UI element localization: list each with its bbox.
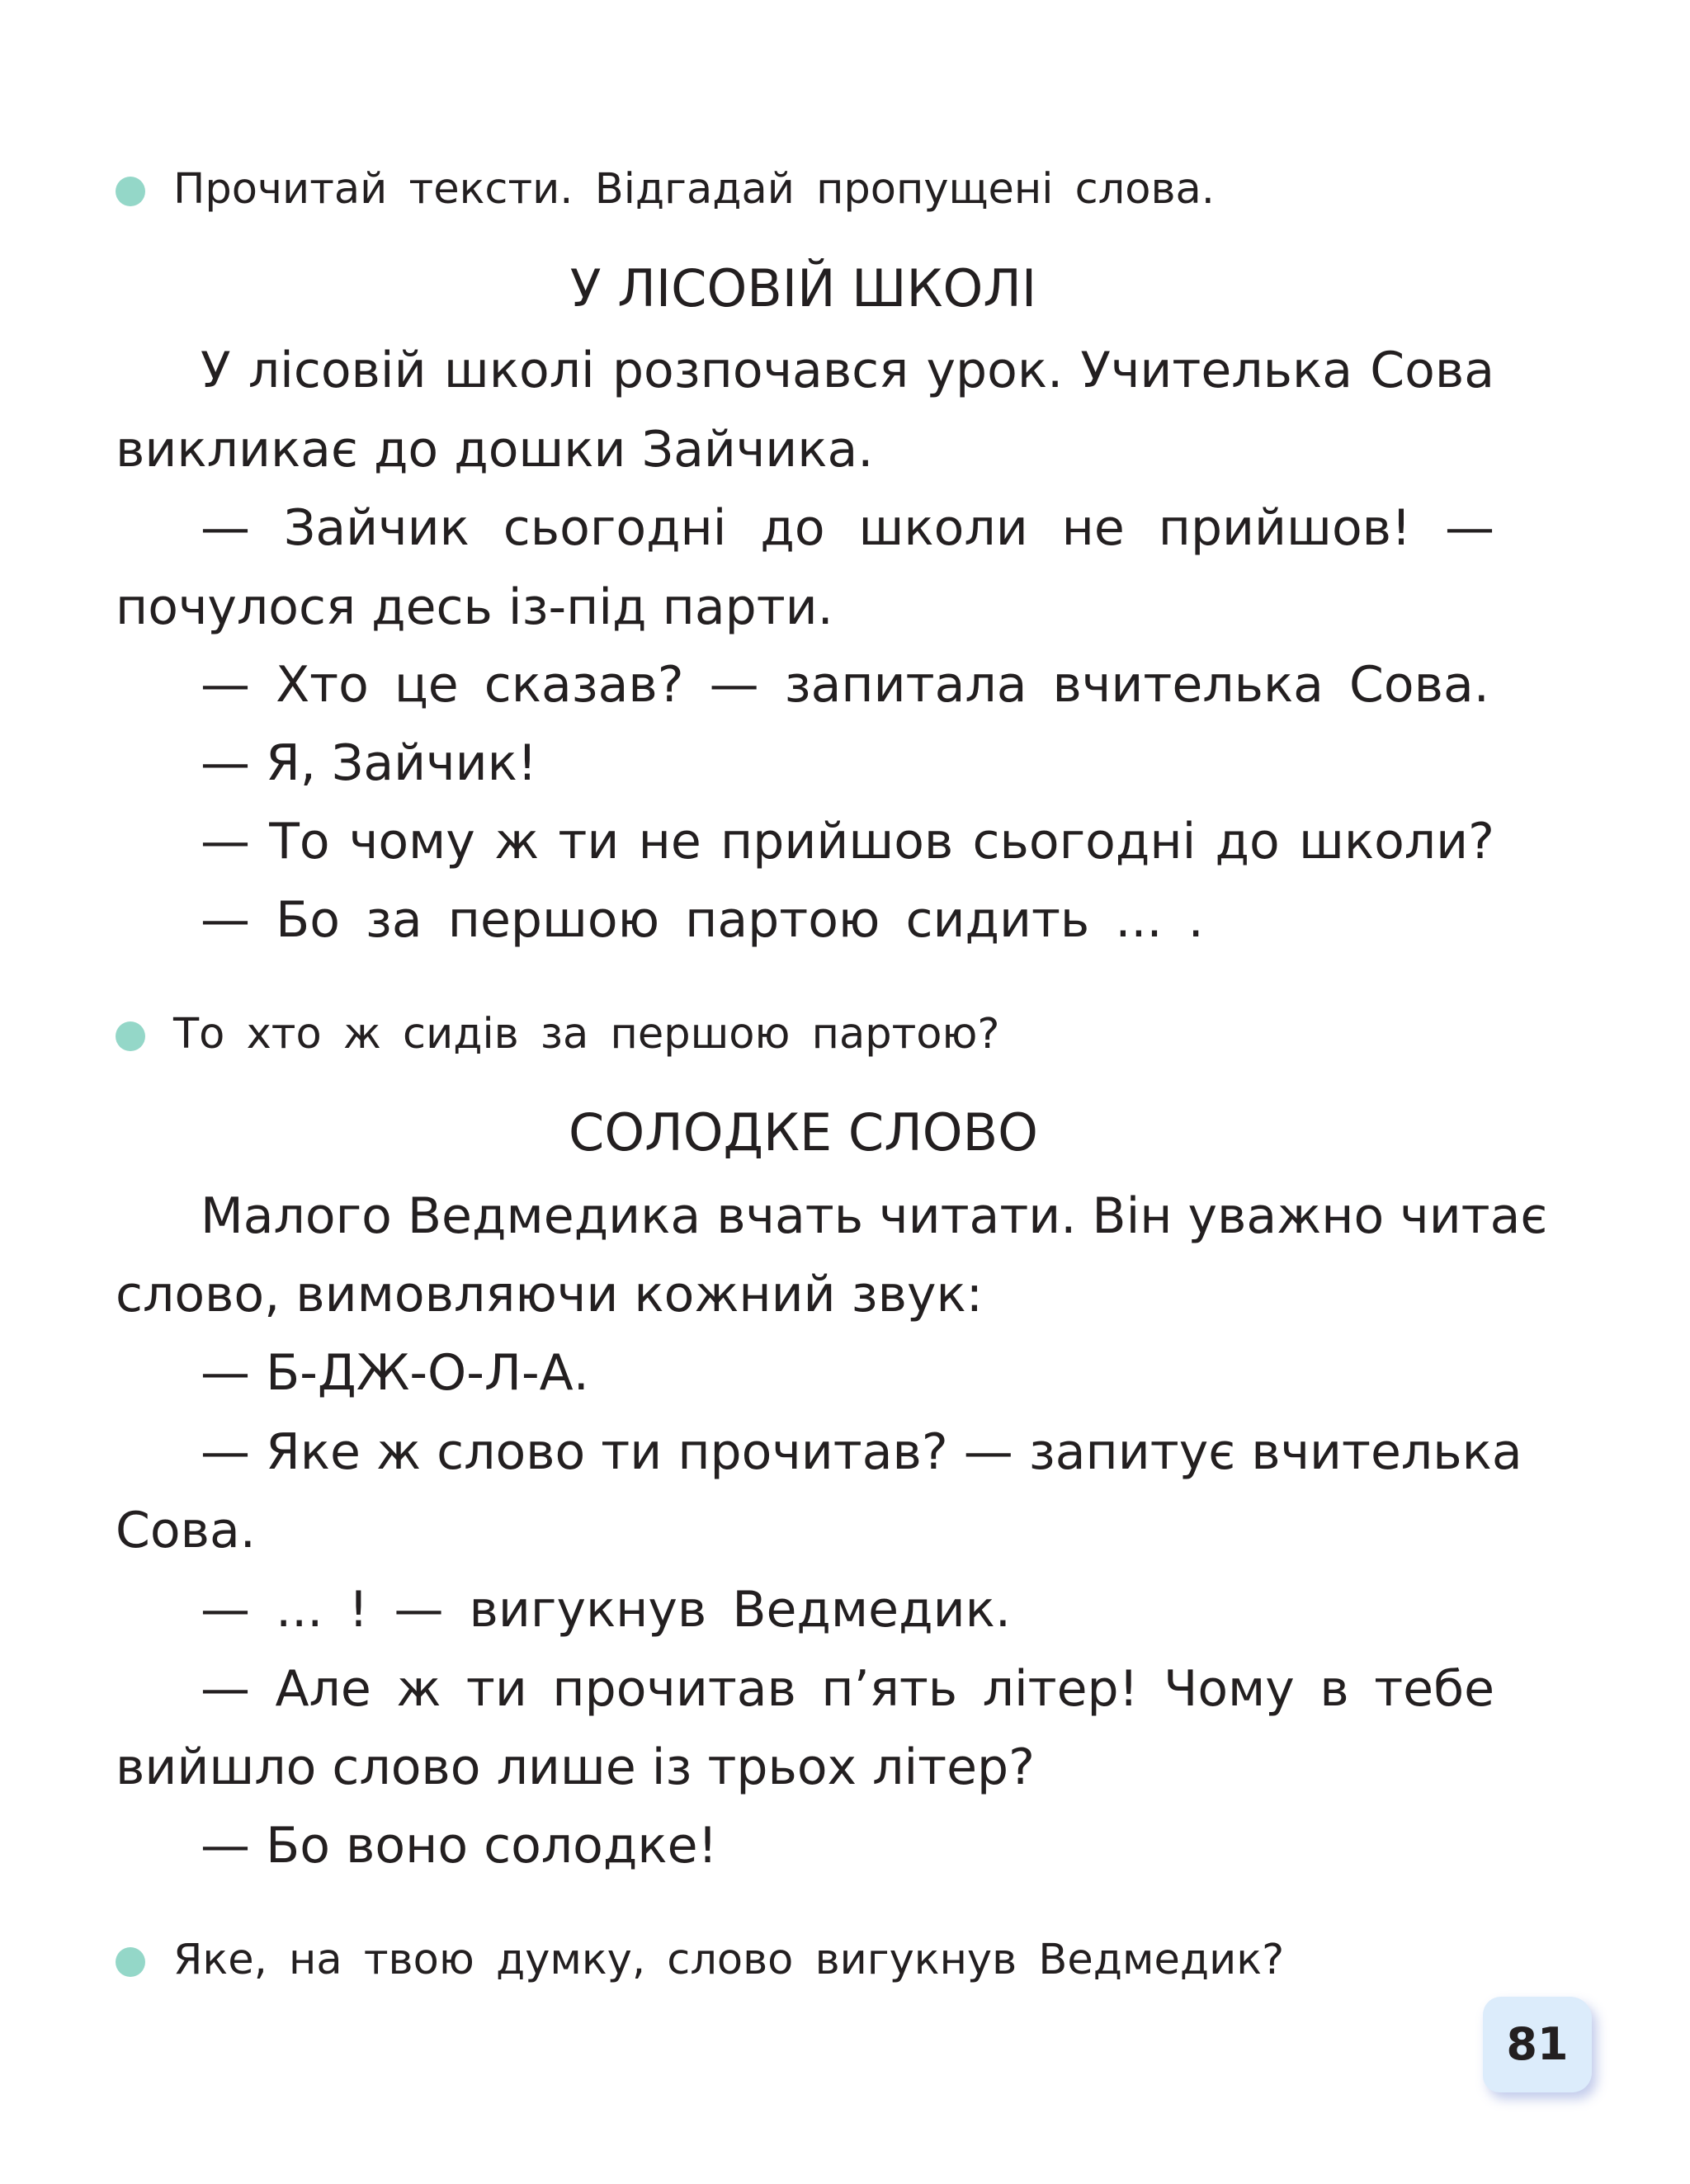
story-1-line: — То чому ж ти не прийшов сьогодні до школи? <box>201 813 1494 870</box>
page-number: 81 <box>1506 2018 1569 2070</box>
story-2-line: Малого Ведмедика вчать читати. Він уважно читає <box>201 1187 1548 1245</box>
story-1-title: У ЛІСОВІЙ ШКОЛІ <box>569 258 1037 318</box>
story-1-line: — Зайчик сьогодні до школи не прийшов! — <box>201 499 1494 557</box>
story-2-title: СОЛОДКЕ СЛОВО <box>569 1102 1038 1163</box>
bullet-icon <box>116 1021 145 1051</box>
story-1-line: — Бо за першою партою сидить ... . <box>201 891 1204 949</box>
bullet-icon <box>116 1947 145 1977</box>
task-2-text: То хто ж сидів за першою партою? <box>173 1010 1000 1059</box>
story-2-line: слово, вимовляючи кожний звук: <box>116 1266 983 1323</box>
story-2-line: вийшло слово лише із трьох літер? <box>116 1738 1035 1796</box>
task-3-text: Яке, на твою думку, слово вигукнув Ведмедик? <box>173 1936 1285 1984</box>
page-number-badge <box>1483 1997 1592 2092</box>
story-2-line: — Але ж ти прочитав п’ять літер! Чому в тебе <box>201 1660 1494 1718</box>
story-1-line: викликає до дошки Зайчика. <box>116 421 874 479</box>
story-2-line: — ... ! — вигукнув Ведмедик. <box>201 1581 1011 1639</box>
story-2-line: — Б-ДЖ-О-Л-А. <box>201 1344 589 1402</box>
story-2-line: — Бо воно солодке! <box>201 1817 718 1875</box>
task-1-text: Прочитай тексти. Відгадай пропущені слова. <box>173 165 1216 214</box>
bullet-icon <box>116 177 145 206</box>
story-1-line: почулося десь із-під парти. <box>116 578 833 636</box>
story-2-line: Сова. <box>116 1502 256 1559</box>
story-1-line: — Я, Зайчик! <box>201 734 537 792</box>
story-2-line: — Яке ж слово ти прочитав? — запитує вчителька <box>201 1423 1522 1481</box>
story-1-line: У лісовій школі розпочався урок. Учителька Сова <box>201 342 1494 399</box>
story-1-line: — Хто це сказав? — запитала вчителька Сова. <box>201 656 1489 714</box>
